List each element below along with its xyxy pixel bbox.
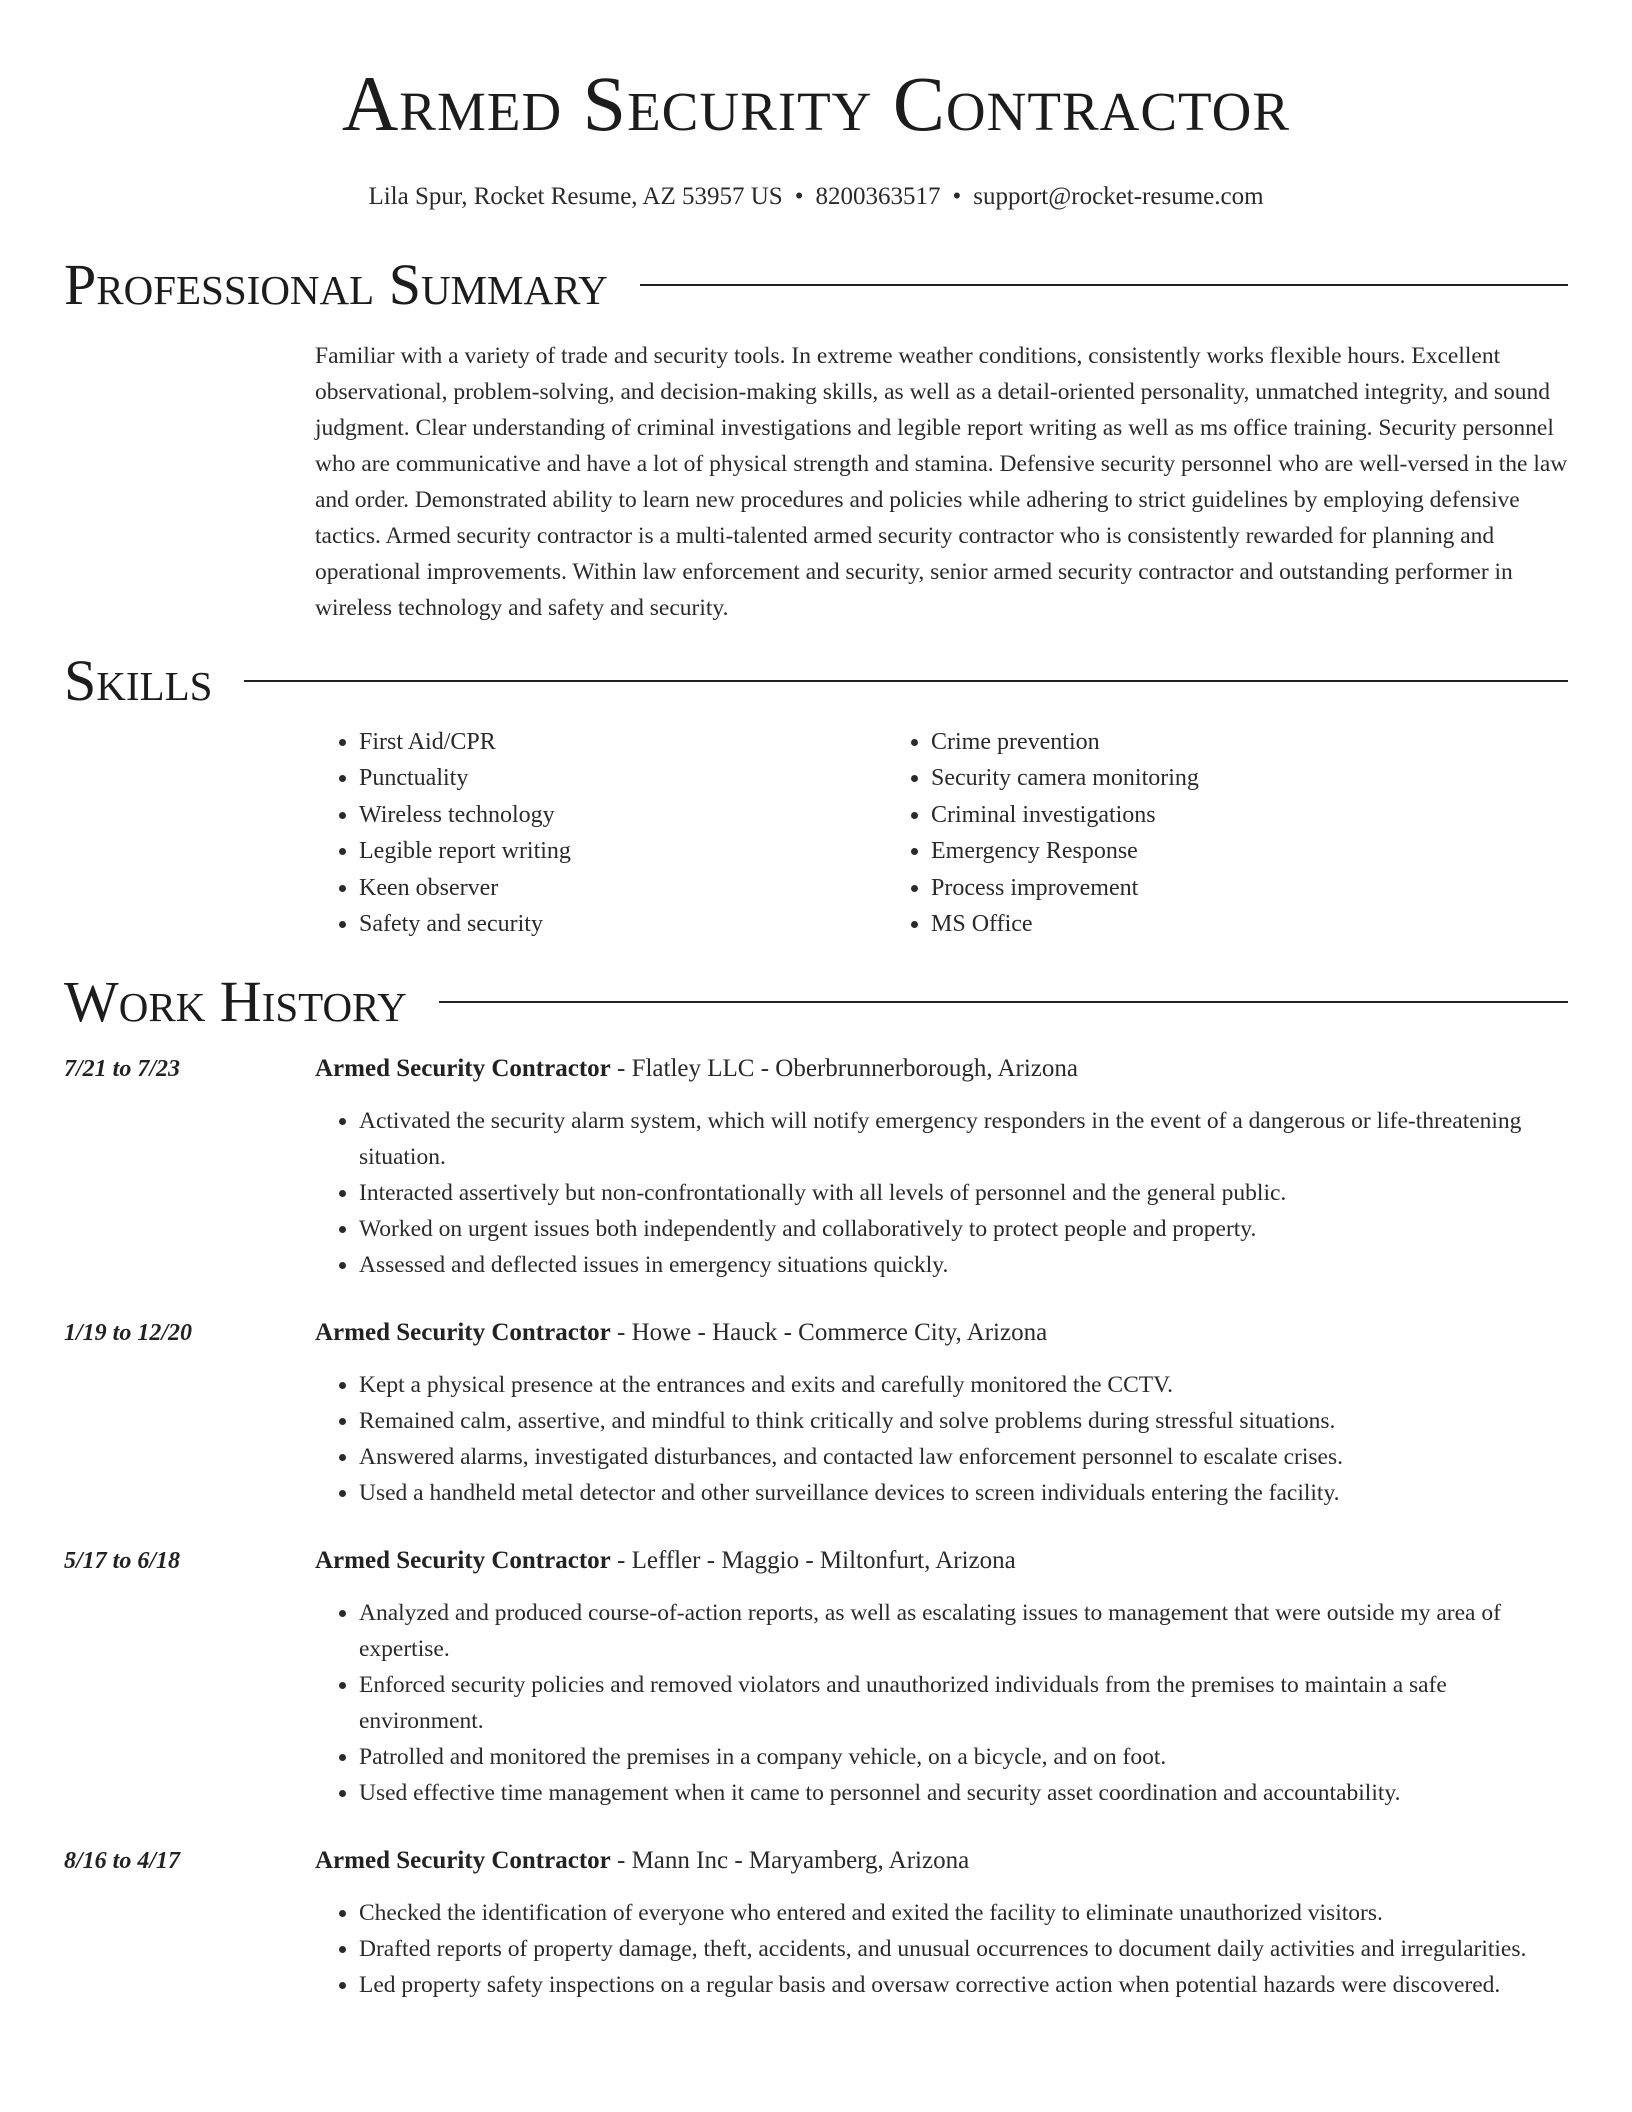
skills-list-right — [887, 724, 1459, 943]
job-bullet: • Used effective time management when it came to personnel and security asset coordination and accountability. — [359, 1775, 1568, 1811]
professional-summary-section — [64, 254, 1568, 626]
job-title: Armed Security Contractor — [315, 1318, 611, 1346]
job-heading — [315, 1051, 1568, 1087]
job-bullet: • Remained calm, assertive, and mindful to think critically and solve problems during stressful situations. — [359, 1403, 1568, 1439]
contact-address: Lila Spur, Rocket Resume, AZ 53957 US — [368, 183, 783, 210]
job-entry — [64, 1051, 1568, 1283]
contact-separator: • — [952, 183, 962, 210]
skill-item: • Keen observer — [359, 870, 887, 907]
job-bullet: • Interacted assertively but non-confrontationally with all levels of personnel and the general public. — [359, 1175, 1568, 1211]
job-bullet: • Drafted reports of property damage, theft, accidents, and unusual occurrences to document daily activities and irregularities. — [359, 1931, 1568, 1967]
resume-header — [64, 0, 1568, 212]
section-title: Professional Summary — [64, 252, 608, 317]
section-divider — [244, 680, 1568, 682]
skills-list-left — [315, 724, 887, 943]
job-company-location: - Leffler - Maggio - Miltonfurt, Arizona — [610, 1546, 1016, 1574]
summary-text: Familiar with a variety of trade and security tools. In extreme weather conditions, consistently works flexible hours. Excellent observational, problem-solving, and decision-making skills, as well as a detail-oriented personality, unmatched integrity, and sound judgment. Clear understanding of criminal investigations and legible report writing as well as ms office training. Security personnel who are communicative and have a lot of physical strength and stamina. Defensive security personnel who are well-versed in the law and order. Demonstrated ability to learn new procedures and policies while adhering to strict guidelines by employing defensive tactics. Armed security contractor is a multi-talented armed security contractor who is consistently rewarded for planning and operational improvements. Within law enforcement and security, senior armed security contractor and outstanding performer in wireless technology and safety and security. — [315, 343, 1568, 621]
skill-item: • Security camera monitoring — [931, 760, 1459, 797]
job-entry — [64, 1843, 1568, 2003]
section-title: Work History — [64, 968, 407, 1034]
section-header — [64, 254, 1568, 316]
job-company-location: - Mann Inc - Maryamberg, Arizona — [610, 1846, 970, 1874]
job-entry — [64, 1543, 1568, 1811]
job-bullets — [315, 1895, 1568, 2003]
job-entry — [64, 1315, 1568, 1511]
job-bullet: • Used a handheld metal detector and other surveillance devices to screen individuals entering the facility. — [359, 1475, 1568, 1511]
skill-item: • Wireless technology — [359, 797, 887, 834]
section-header — [64, 647, 1568, 713]
job-body — [315, 1051, 1568, 1283]
section-header — [64, 968, 1568, 1034]
skill-item: • Legible report writing — [359, 833, 887, 870]
job-heading — [315, 1315, 1568, 1351]
contact-email: support@rocket-resume.com — [973, 183, 1264, 210]
job-dates: 7/21 to 7/23 — [64, 1055, 181, 1082]
skill-item: • Crime prevention — [931, 724, 1459, 761]
job-bullet: • Assessed and deflected issues in emergency situations quickly. — [359, 1247, 1568, 1283]
skills-section — [64, 647, 1568, 943]
job-bullet: • Analyzed and produced course-of-action reports, as well as escalating issues to management that were outside my area of expertise. — [359, 1595, 1568, 1667]
job-bullets — [315, 1595, 1568, 1811]
skill-item: • Emergency Response — [931, 833, 1459, 870]
job-title: Armed Security Contractor — [315, 1054, 611, 1082]
job-title: Armed Security Contractor — [315, 1546, 611, 1574]
job-bullets — [315, 1367, 1568, 1511]
job-bullets — [315, 1103, 1568, 1283]
skill-item: • Criminal investigations — [931, 797, 1459, 834]
section-title: Skills — [64, 647, 213, 713]
contact-separator: • — [794, 183, 804, 210]
resume-name: Armed Security Contractor — [341, 60, 1291, 147]
job-body — [315, 1843, 1568, 2003]
job-title: Armed Security Contractor — [315, 1846, 611, 1874]
job-bullet: • Answered alarms, investigated disturbances, and contacted law enforcement personnel to escalate crises. — [359, 1439, 1568, 1475]
section-divider — [640, 284, 1568, 286]
skills-columns — [315, 724, 1568, 943]
skill-item: • Punctuality — [359, 760, 887, 797]
skill-item: • First Aid/CPR — [359, 724, 887, 761]
job-heading — [315, 1543, 1568, 1579]
work-history-section — [64, 968, 1568, 2003]
job-dates: 5/17 to 6/18 — [64, 1547, 181, 1574]
job-bullet: • Kept a physical presence at the entrances and exits and carefully monitored the CCTV. — [359, 1367, 1568, 1403]
skill-item: • Process improvement — [931, 870, 1459, 907]
skill-item: • Safety and security — [359, 906, 887, 943]
job-company-location: - Howe - Hauck - Commerce City, Arizona — [610, 1318, 1048, 1346]
job-bullet: • Led property safety inspections on a regular basis and oversaw corrective action when potential hazards were discovered. — [359, 1967, 1568, 2003]
job-dates: 8/16 to 4/17 — [64, 1847, 181, 1874]
contact-line — [64, 182, 1568, 212]
job-bullet: • Enforced security policies and removed violators and unauthorized individuals from the premises to maintain a safe environment. — [359, 1667, 1568, 1739]
job-bullet: • Patrolled and monitored the premises in a company vehicle, on a bicycle, and on foot. — [359, 1739, 1568, 1775]
job-bullet: • Worked on urgent issues both independently and collaboratively to protect people and property. — [359, 1211, 1568, 1247]
job-heading — [315, 1843, 1568, 1879]
job-company-location: - Flatley LLC - Oberbrunnerborough, Arizona — [610, 1054, 1078, 1082]
job-bullet: • Checked the identification of everyone who entered and exited the facility to eliminate unauthorized visitors. — [359, 1895, 1568, 1931]
section-divider — [439, 1001, 1568, 1003]
job-body — [315, 1543, 1568, 1811]
skill-item: • MS Office — [931, 906, 1459, 943]
job-dates: 1/19 to 12/20 — [64, 1319, 193, 1346]
job-bullet: • Activated the security alarm system, which will notify emergency responders in the event of a dangerous or life-threatening situation. — [359, 1103, 1568, 1175]
contact-phone: 8200363517 — [815, 183, 941, 210]
job-body — [315, 1315, 1568, 1511]
